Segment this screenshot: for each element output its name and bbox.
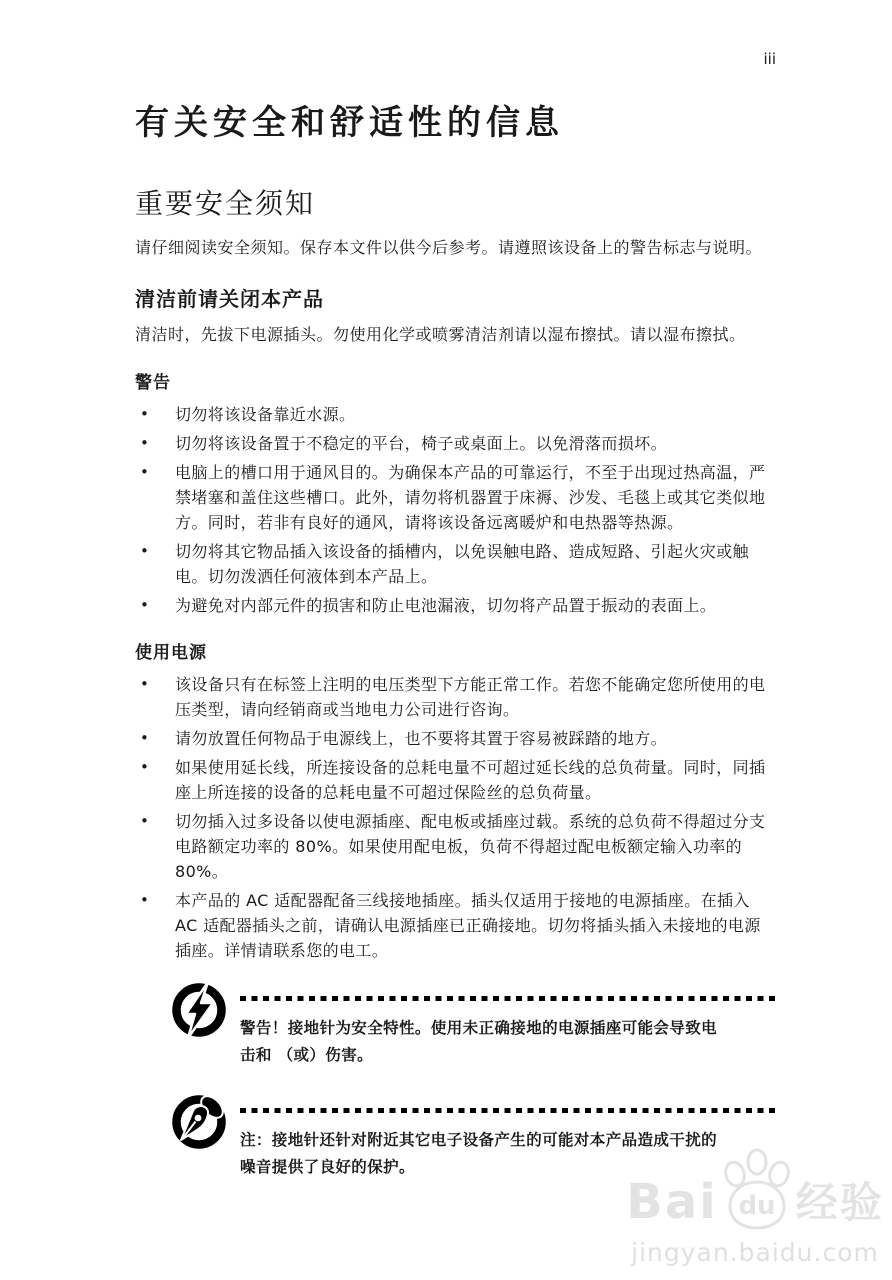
- section-heading-power: 使用电源: [135, 642, 207, 663]
- warning-callout-text: 警告！接地针为安全特性。使用未正确接地的电源插座可能会导致电击和 （或）伤害。: [240, 1018, 718, 1064]
- bullet-text: 该设备只有在标签上注明的电压类型下方能正常工作。若您不能确定您所使用的电压类型，请向经销商或当地电力公司进行咨询。: [175, 674, 766, 719]
- page-number: iii: [763, 50, 776, 68]
- warning-bullet-list: [135, 402, 777, 618]
- bullet-marker: •: [140, 728, 150, 747]
- list-item: [140, 755, 777, 805]
- watermark-brand-row: [618, 1148, 892, 1232]
- bullet-marker: •: [140, 433, 150, 452]
- list-item: [140, 809, 777, 884]
- section-heading-important-safety: 重要安全须知: [135, 186, 316, 220]
- bullet-marker: •: [140, 811, 150, 830]
- bullet-text: 切勿插入过多设备以使电源插座、配电板或插座过载。系统的总负荷不得超过分支电路额定功率的 80%。如果使用配电板，负荷不得超过配电板额定输入功率的 80%。: [175, 811, 766, 881]
- intro-paragraph: 请仔细阅读安全须知。保存本文件以供今后参考。请遵照该设备上的警告标志与说明。: [135, 237, 763, 257]
- bullet-marker: •: [140, 757, 150, 776]
- power-bullet-list: [135, 672, 777, 963]
- watermark-url: jingyan.baidu.com: [631, 1238, 879, 1267]
- bullet-marker: •: [140, 404, 150, 423]
- list-item: [140, 726, 777, 751]
- pen-note-icon: [170, 1093, 228, 1151]
- bullet-text: 请勿放置任何物品于电源线上，也不要将其置于容易被踩踏的地方。: [175, 728, 668, 748]
- bullet-text: 切勿将其它物品插入该设备的插槽内，以免误触电路、造成短路、引起火灾或触电。切勿泼洒任何液体到本产品上。: [175, 541, 750, 586]
- document-title: 有关安全和舒适性的信息: [135, 103, 564, 143]
- list-item: [140, 431, 777, 456]
- bullet-marker: •: [140, 541, 150, 560]
- bullet-text: 切勿将该设备靠近水源。: [175, 404, 356, 424]
- warning-callout-body: [228, 981, 777, 1069]
- list-item: [140, 402, 777, 427]
- section-heading-cleaning: 清洁前请关闭本产品: [135, 286, 324, 311]
- list-item: [140, 672, 777, 722]
- list-item: [140, 460, 777, 535]
- baidu-watermark: [618, 1148, 892, 1267]
- section-heading-warning: 警告: [135, 372, 171, 393]
- bullet-marker: •: [140, 595, 150, 614]
- list-item: [140, 539, 777, 589]
- page-content: [135, 103, 777, 1181]
- watermark-brand-mid: du: [738, 1191, 776, 1221]
- bullet-text: 如果使用延长线，所连接设备的总耗电量不可超过延长线的总负荷量。同时，同插座上所连接的设备的总耗电量不可超过保险丝的总负荷量。: [175, 757, 766, 802]
- bullet-marker: •: [140, 462, 150, 481]
- dashed-separator: [240, 1108, 777, 1113]
- bullet-marker: •: [140, 890, 150, 909]
- list-item: [140, 888, 777, 963]
- lightning-warning-icon: [170, 981, 228, 1039]
- bullet-text: 本产品的 AC 适配器配备三线接地插座。插头仅适用于接地的电源插座。在插入 AC 适配器插头之前，请确认电源插座已正确接地。切勿将插头插入未接地的电源插座。详情请联系您的电工。: [175, 890, 761, 960]
- watermark-brand-cn: 经验: [795, 1178, 884, 1227]
- bullet-marker: •: [140, 674, 150, 693]
- paw-icon: [718, 1148, 796, 1232]
- bullet-text: 电脑上的槽口用于通风目的。为确保本产品的可靠运行，不至于出现过热高温，严禁堵塞和盖住这些槽口。此外，请勿将机器置于床褥、沙发、毛毯上或其它类似地方。同时，若非有良好的通风，请将该设备远离暖炉和电热器等热源。: [175, 462, 766, 532]
- bullet-text: 为避免对内部元件的损害和防止电池漏液，切勿将产品置于振动的表面上。: [175, 595, 717, 615]
- warning-callout: [170, 981, 777, 1069]
- note-callout-text: 注：接地针还针对附近其它电子设备产生的可能对本产品造成干扰的噪音提供了良好的保护。: [240, 1130, 718, 1176]
- dashed-separator: [240, 996, 777, 1001]
- bullet-text: 切勿将该设备置于不稳定的平台，椅子或桌面上。以免滑落而损坏。: [175, 433, 668, 453]
- cleaning-paragraph: 清洁时，先拔下电源插头。勿使用化学或喷雾清洁剂请以湿布擦拭。请以湿布擦拭。: [135, 324, 746, 344]
- list-item: [140, 593, 777, 618]
- watermark-brand-prefix: Bai: [626, 1174, 718, 1230]
